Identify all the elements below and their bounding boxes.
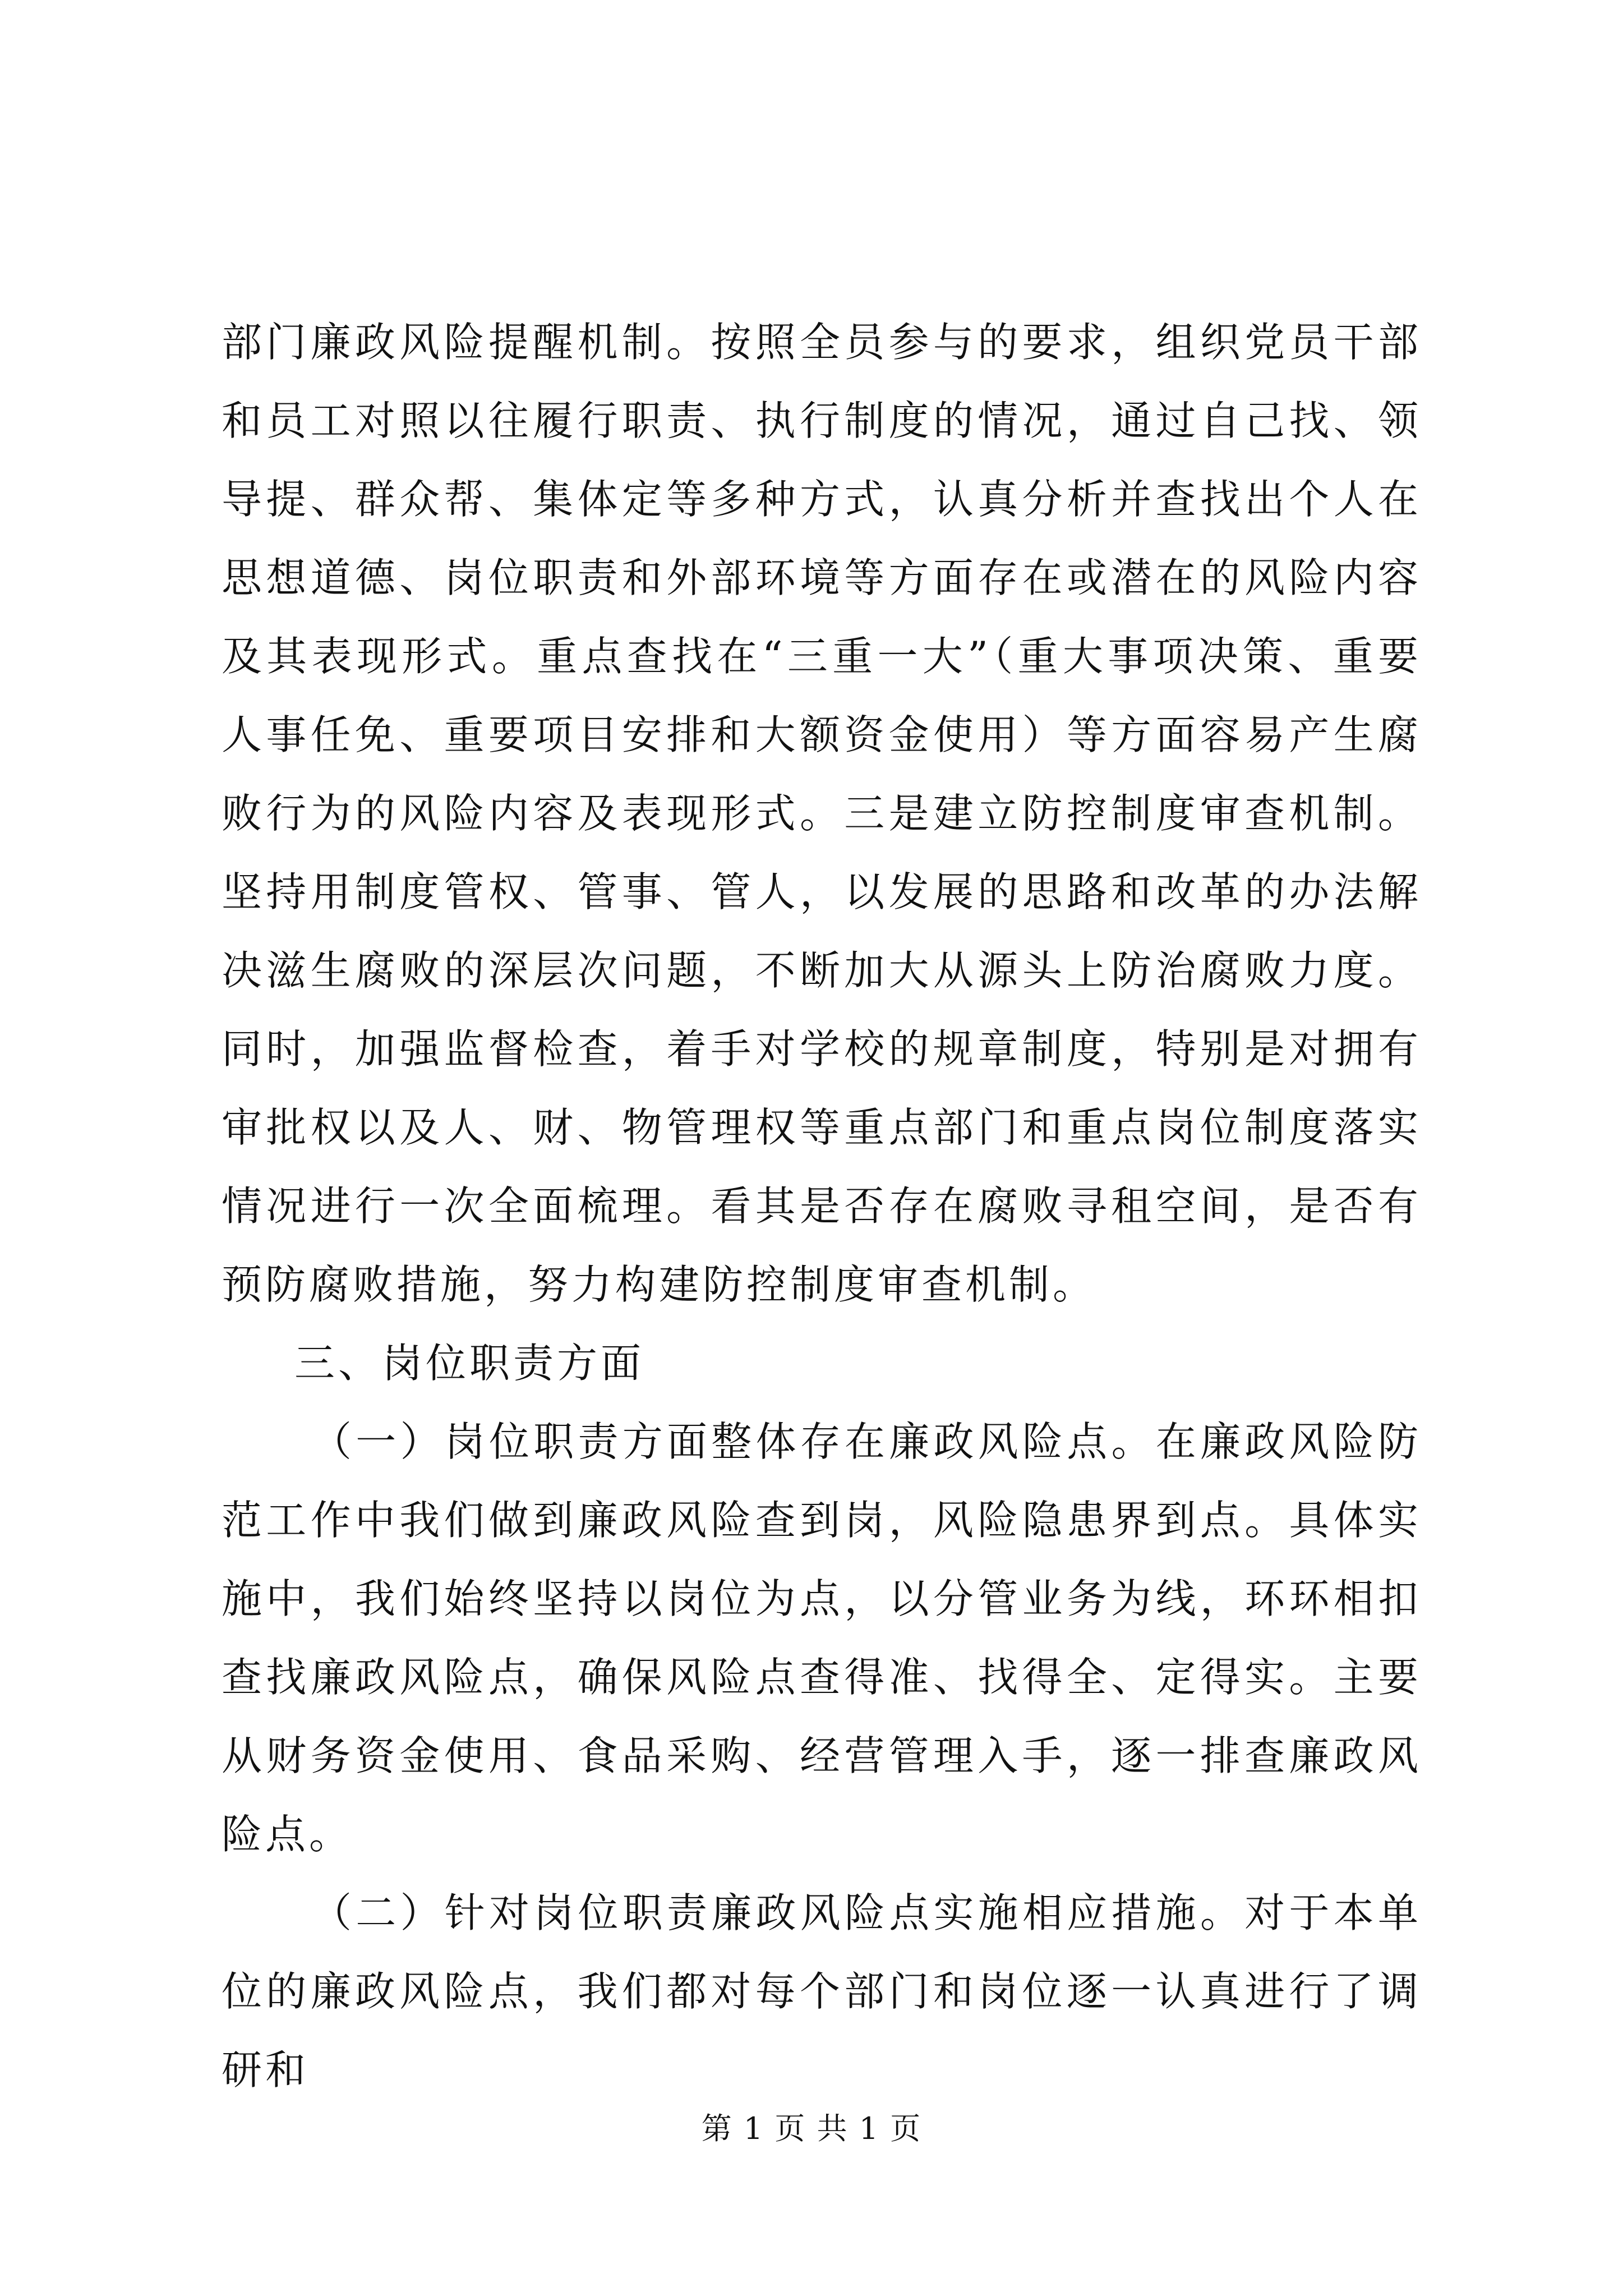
page-footer: 第 1 页 共 1 页: [701, 2111, 922, 2146]
body-paragraph: 部门廉政风险提醒机制。按照全员参与的要求，组织党员干部和员工对照以往履行职责、执行制度的情况，通过自己找、领导提、群众帮、集体定等多种方式，认真分析并查找出个人在思想道德、岗位职责和外部环境等方面存在或潜在的风险内容及其表现形式。重点查找在“三重一大”（重大事项决策、重要人事任免、重要项目安排和大额资金使用）等方面容易产生腐败行为的风险内容及表现形式。三是建立防控制度审查机制。坚持用制度管权、管事、管人，以发展的思路和改革的办法解决滋生腐败的深层次问题，不断加大从源头上防治腐败力度。同时，加强监督检查，着手对学校的规章制度，特别是对拥有审批权以及人、财、物管理权等重点部门和重点岗位制度落实情况进行一次全面梳理。看其是否存在腐败寻租空间，是否有预防腐败措施，努力构建防控制度审查机制。: [222, 319, 1422, 1308]
document-body: [222, 303, 1422, 2109]
section-heading: 三、岗位职责方面: [294, 1340, 645, 1387]
subsection-paragraph-1: （一）岗位职责方面整体存在廉政风险点。在廉政风险防范工作中我们做到廉政风险查到岗，风险隐患界到点。具体实施中，我们始终坚持以岗位为点，以分管业务为线，环环相扣查找廉政风险点，确保风险点查得准、找得全、定得实。主要从财务资金使用、食品采购、经营管理入手，逐一排查廉政风险点。: [222, 1418, 1422, 1858]
subsection-paragraph-2: （二）针对岗位职责廉政风险点实施相应措施。对于本单位的廉政风险点，我们都对每个部门和岗位逐一认真进行了调研和: [222, 1889, 1422, 2093]
